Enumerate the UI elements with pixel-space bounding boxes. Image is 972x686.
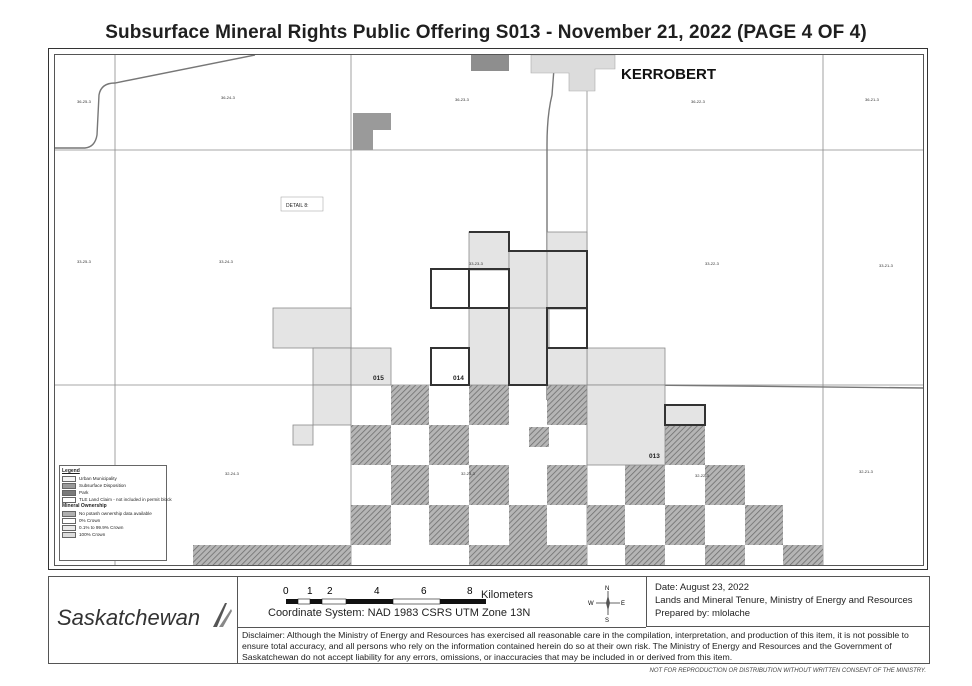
- map-date: Date: August 23, 2022: [655, 582, 750, 593]
- map-agency: Lands and Mineral Tenure, Ministry of Energy and Resources: [655, 595, 913, 606]
- township-label: 33-21-3: [879, 263, 893, 268]
- township-label: 33-25-3: [77, 259, 91, 264]
- park-block-2: [353, 113, 391, 150]
- page-title: Subsurface Mineral Rights Public Offering S013 - November 21, 2022 (PAGE 4 OF 4): [105, 22, 867, 43]
- compass-icon: [588, 583, 628, 623]
- logo-text: Saskatchewan: [57, 605, 201, 630]
- township-label: 36-21-3: [865, 97, 879, 102]
- legend-item: Subsurface Disposition: [79, 483, 126, 488]
- scale-tick: 2: [327, 586, 333, 597]
- urban-area: [531, 55, 615, 91]
- scale-tick: 1: [307, 586, 313, 597]
- map-prepared-by: Prepared by: mlolache: [655, 608, 751, 619]
- logo-mark-icon: [211, 599, 233, 629]
- compass-s: S: [605, 618, 610, 623]
- township-label: 36-25-3: [77, 99, 91, 104]
- compass-e: E: [621, 601, 626, 607]
- legend-title: Legend: [62, 468, 80, 474]
- park-block: [471, 55, 509, 71]
- township-label: 33-22-3: [705, 261, 719, 266]
- town-label: KERROBERT: [621, 66, 717, 83]
- compass-n: N: [605, 586, 610, 592]
- township-label: 32-23-3: [461, 471, 475, 476]
- legend-item: 100% Crown: [79, 532, 106, 537]
- scale-tick: 8: [467, 586, 473, 597]
- parcel-label-015: 015: [373, 375, 384, 382]
- map-legend: [59, 465, 172, 561]
- township-label: 36-23-3: [455, 97, 469, 102]
- logo: [49, 577, 238, 663]
- scale-tick: 6: [421, 586, 427, 597]
- reproduction-notice: NOT FOR REPRODUCTION OR DISTRIBUTION WITHOUT WRITTEN CONSENT OF THE MINISTRY.: [649, 668, 926, 674]
- legend-item: 0% Crown: [79, 518, 101, 523]
- scale-bar-area: [238, 577, 646, 628]
- township-label: 32-22-3: [695, 473, 709, 478]
- map-area[interactable]: [54, 54, 924, 566]
- legend-item: No potash ownership data available: [79, 511, 152, 516]
- legend-ownership-title: Mineral Ownership: [62, 503, 107, 509]
- township-label: 32-21-3: [859, 469, 873, 474]
- scale-unit: Kilometers: [481, 589, 533, 601]
- detail-label: DETAIL 8:: [286, 203, 309, 209]
- legend-item: Park: [79, 490, 89, 495]
- map-svg: [55, 55, 923, 565]
- disclaimer: Disclaimer: Although the Ministry of Energy and Resources has exercised all reasonable care in the compilation, interpretation, and production of this item, it is not possible to ensure total accuracy, and all persons who rely on the information contained herein do so at their own risk. The Ministry of Energy and Resources and the Government of Saskatchewan do not accept liability for any errors, omissions, or inaccuracies that may be included in or derived from this item.: [242, 630, 909, 663]
- compass-w: W: [588, 601, 594, 607]
- coordinate-system: Coordinate System: NAD 1983 CSRS UTM Zone 13N: [268, 607, 531, 619]
- legend-item: 0.1% to 99.9% Crown: [79, 525, 124, 530]
- township-label: 33-24-3: [219, 259, 233, 264]
- parcel-label-014: 014: [453, 375, 464, 382]
- legend-item: Urban Municipality: [79, 476, 117, 481]
- subsurface-dispositions: [193, 385, 823, 565]
- township-label: 33-23-3: [469, 261, 483, 266]
- map-info: [646, 577, 929, 627]
- map-footer: [48, 576, 930, 664]
- township-label: 36-22-3: [691, 99, 705, 104]
- township-label: 32-24-3: [225, 471, 239, 476]
- township-label: 36-24-3: [221, 95, 235, 100]
- parcel-label-013: 013: [649, 453, 660, 460]
- scale-tick: 0: [283, 586, 289, 597]
- scale-tick: 4: [374, 586, 380, 597]
- legend-item: TLE Land Claim - not included in permit block: [79, 497, 172, 502]
- offering-parcels: [273, 232, 705, 465]
